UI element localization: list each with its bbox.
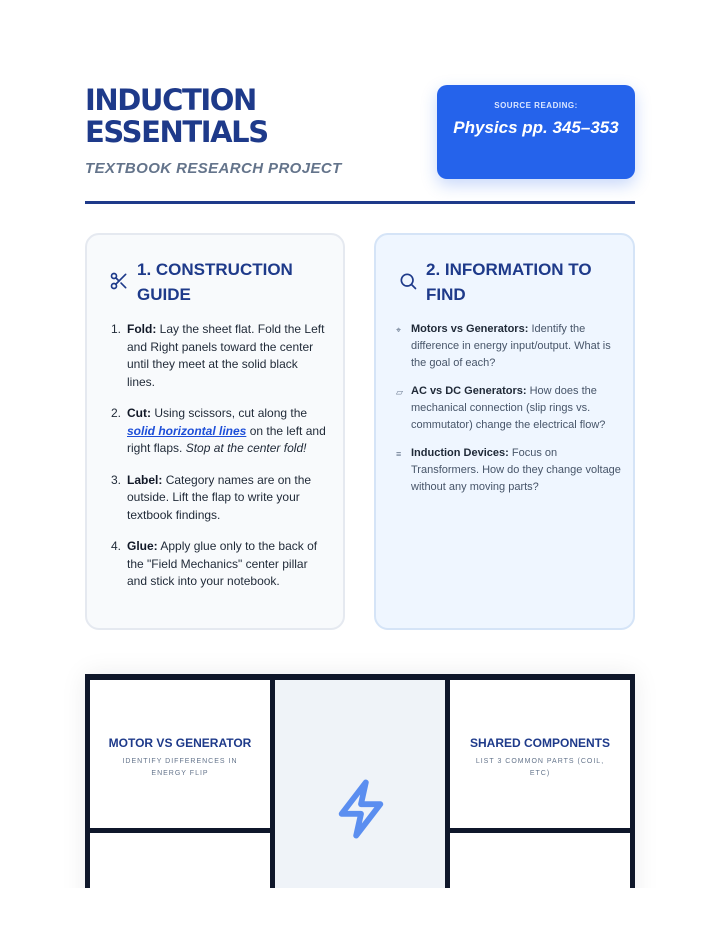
source-reading-pages: Physics pp. 345–353: [453, 118, 619, 137]
page-title: [85, 84, 405, 148]
flap-shared-components: [450, 680, 630, 828]
step-cut: [111, 405, 326, 458]
info-item-induction-devices: [396, 445, 624, 496]
flap-motor-vs-generator: [90, 680, 270, 828]
info-item-motors-vs-generators: [396, 321, 624, 372]
information-card: [374, 233, 635, 630]
construction-guide-card: [85, 233, 345, 630]
step-number: 1.: [111, 322, 122, 336]
step-label: Cut:: [127, 406, 151, 420]
search-icon: [398, 271, 418, 291]
step-text: Lay the sheet flat. Fold the Left and Right panels toward the center until they meet at the solid black lines.: [127, 322, 325, 389]
construction-guide-title: 1. CONSTRUCTION GUIDE: [137, 260, 293, 304]
information-list: [396, 321, 624, 507]
step-label: Glue:: [127, 539, 158, 553]
step-number: 4.: [111, 539, 122, 553]
lightning-bolt-icon: [332, 777, 390, 841]
step-glue: [111, 538, 326, 591]
page-header: [85, 84, 635, 194]
construction-steps-list: [111, 321, 326, 605]
step-text: Using scissors, cut along the: [154, 406, 308, 420]
step-text-continued: on the left and right flaps.: [127, 423, 326, 455]
cut-line-highlight: solid horizontal lines: [127, 423, 247, 438]
info-item-label: AC vs DC Generators:: [411, 385, 527, 397]
construction-guide-header: [109, 257, 333, 311]
information-title: 2. INFORMATION TO FIND: [426, 260, 592, 304]
lines-icon: ≡: [396, 449, 402, 459]
page-subtitle: TEXTBOOK RESEARCH PROJECT: [85, 160, 342, 177]
page-title-line-2: ESSENTIALS: [85, 115, 268, 149]
info-item-text: How does the mechanical connection (slip rings vs. commutator) change the electrical flow?: [411, 385, 606, 431]
flap-title: MOTOR VS GENERATOR: [108, 736, 252, 750]
step-number: 2.: [111, 406, 122, 420]
scissors-icon: [109, 271, 129, 291]
info-item-label: Motors vs Generators:: [411, 323, 529, 335]
step-label: Fold:: [127, 322, 157, 336]
flap-hint: LIST 3 COMMON PARTS (COIL, ETC): [475, 758, 605, 777]
step-number: 3.: [111, 472, 122, 487]
info-item-label: Induction Devices:: [411, 447, 509, 459]
step-label-instruction: [111, 472, 326, 525]
crosshair-icon: ⌖: [396, 325, 402, 335]
page-title-line-1: INDUCTION: [85, 83, 256, 117]
step-fold: [111, 321, 326, 391]
flap-title: SHARED COMPONENTS: [469, 736, 610, 750]
shape-icon: ▱: [396, 387, 403, 397]
info-item-ac-vs-dc: [396, 383, 624, 434]
info-item-text: Identify the difference in energy input/output. What is the goal of each?: [411, 323, 611, 369]
step-text: Apply glue only to the back of the "Field Mechanics" center pillar and stick into your notebook.: [127, 539, 318, 588]
page-bottom-fade: [0, 888, 720, 932]
flap-hint: IDENTIFY DIFFERENCES IN ENERGY FLIP: [122, 758, 238, 777]
header-divider: [85, 201, 635, 204]
source-reading-card: [437, 85, 635, 179]
info-item-text: Focus on Transformers. How do they change voltage without any moving parts?: [411, 447, 621, 493]
information-header: [398, 257, 623, 311]
step-warning: Stop at the center fold!: [185, 441, 307, 455]
step-text: Category names are on the outside. Lift the flap to write your textbook findings.: [127, 472, 312, 522]
source-reading-label: SOURCE READING:: [494, 101, 578, 110]
step-label: Label:: [127, 472, 163, 487]
